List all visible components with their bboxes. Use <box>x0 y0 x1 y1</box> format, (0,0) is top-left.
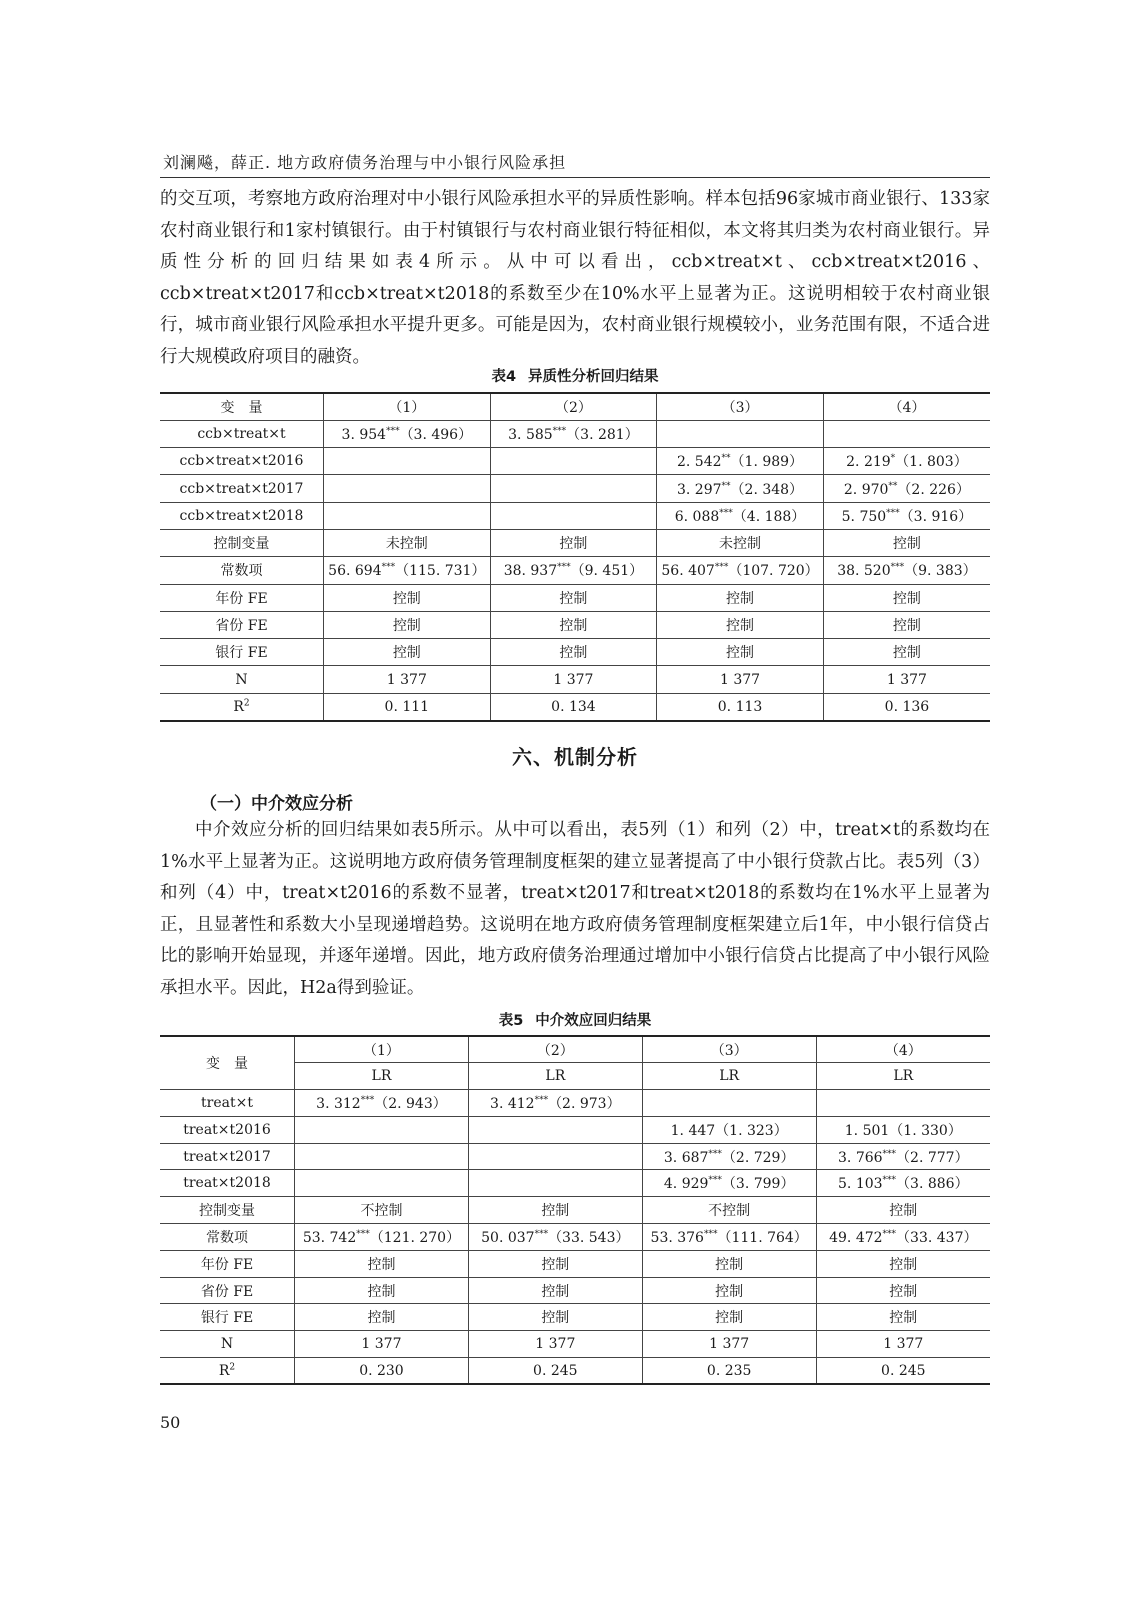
table4-header-row <box>160 393 990 420</box>
section-title: 六、机制分析 <box>512 745 638 769</box>
coefficient-value: 控制 <box>892 590 921 607</box>
table4-cell <box>324 666 491 693</box>
coefficient-value: 1 377 <box>553 671 594 688</box>
t-statistic: （2. 348） <box>730 481 804 498</box>
significance-stars: *** <box>360 1095 375 1106</box>
table4-row <box>160 611 990 638</box>
table4-row <box>160 557 990 584</box>
table5-row-label: N <box>160 1331 295 1358</box>
table4-cell <box>490 557 657 584</box>
running-header: 刘澜飚，薛正. 地方政府债务治理与中小银行风险承担 <box>163 153 567 172</box>
table5-row <box>160 1116 990 1143</box>
coefficient-value: 50. 037 <box>481 1229 535 1246</box>
coefficient-value: 控制 <box>715 1283 744 1300</box>
table4-row-label: N <box>160 666 324 693</box>
table4-cell <box>657 529 824 556</box>
table5-cell <box>295 1277 469 1304</box>
coefficient-value: 控制 <box>889 1256 918 1273</box>
table4-cell <box>324 502 491 529</box>
table4-row <box>160 448 990 475</box>
table5-cell <box>295 1331 469 1358</box>
coefficient-value: 1 377 <box>535 1336 576 1353</box>
significance-stars: *** <box>882 1175 897 1186</box>
table5-cell <box>295 1304 469 1331</box>
t-statistic: （3. 916） <box>899 508 973 525</box>
table4-cell <box>823 639 990 666</box>
coefficient-value: 4. 929 <box>663 1176 709 1193</box>
table4-cell <box>490 584 657 611</box>
coefficient-value: 3. 312 <box>316 1095 361 1112</box>
table5-column-header: （3） <box>642 1036 816 1063</box>
coefficient-value: 53. 376 <box>650 1229 704 1246</box>
table4-row-label: ccb×treat×t2017 <box>160 475 324 502</box>
coefficient-value: 38. 520 <box>837 563 891 580</box>
table5-row-label: treat×t2017 <box>160 1143 295 1170</box>
coefficient-value: 控制 <box>367 1256 396 1273</box>
table5-cell <box>468 1116 642 1143</box>
coefficient-value: 1 377 <box>709 1336 750 1353</box>
significance-stars: *** <box>534 1095 549 1106</box>
coefficient-value: 控制 <box>892 536 921 553</box>
table5-cell <box>468 1143 642 1170</box>
table5-cell <box>816 1277 990 1304</box>
table4-cell <box>324 557 491 584</box>
coefficient-value: 3. 954 <box>341 426 387 443</box>
coefficient-value: 56. 407 <box>661 563 715 580</box>
table4-header-cell: （1） <box>324 393 491 420</box>
table5-number: 表5 <box>498 1013 524 1029</box>
t-statistic: （4. 188） <box>732 508 806 525</box>
table4-cell <box>324 639 491 666</box>
coefficient-value: 控制 <box>367 1310 396 1327</box>
table4-cell <box>823 502 990 529</box>
coefficient-value: 2. 542 <box>677 454 722 471</box>
significance-stars: *** <box>386 426 400 437</box>
coefficient-value: 控制 <box>889 1283 918 1300</box>
table4-cell <box>490 693 657 720</box>
table5-var-header: 变 量 <box>160 1036 295 1090</box>
coefficient-value: 1 377 <box>883 1336 924 1353</box>
table4-cell <box>657 666 824 693</box>
table5-cell <box>468 1224 642 1251</box>
coefficient-value: 控制 <box>559 536 588 553</box>
table4-row-label: ccb×treat×t2018 <box>160 502 324 529</box>
table4-row-label: 省份 FE <box>160 611 324 638</box>
t-statistic: （3. 886） <box>896 1176 969 1193</box>
coefficient-value: 0. 245 <box>533 1362 578 1379</box>
significance-stars: *** <box>882 1229 897 1240</box>
table4-cell <box>657 502 824 529</box>
table5-cell <box>468 1331 642 1358</box>
coefficient-value: 控制 <box>726 590 755 607</box>
table4-row-label: $R^2$ <box>233 698 250 715</box>
table5-row-label: 年份 FE <box>160 1250 295 1277</box>
coefficient-value: 1 377 <box>886 671 927 688</box>
table5-row <box>160 1170 990 1197</box>
coefficient-value: 控制 <box>541 1310 570 1327</box>
t-statistic: （9. 383） <box>904 563 977 580</box>
table5-cell <box>642 1358 816 1385</box>
table5-caption <box>160 1009 990 1030</box>
table5-cell <box>816 1331 990 1358</box>
table5-cell <box>295 1197 469 1224</box>
table4-cell <box>324 475 491 502</box>
t-statistic: （1. 323） <box>715 1122 788 1139</box>
coefficient-value: 控制 <box>892 645 921 662</box>
coefficient-value: 0. 136 <box>884 698 930 715</box>
coefficient-value: 不控制 <box>708 1203 751 1220</box>
table4-row <box>160 420 990 447</box>
table5-row <box>160 1250 990 1277</box>
coefficient-value: 0. 235 <box>706 1362 752 1379</box>
coefficient-value: 控制 <box>392 618 421 635</box>
table5-subheader-cell: LR <box>295 1063 469 1090</box>
header-rule <box>160 177 990 178</box>
significance-stars: *** <box>557 562 571 573</box>
table5-cell <box>468 1358 642 1385</box>
table4-cell <box>490 529 657 556</box>
table4-row <box>160 666 990 693</box>
table5-cell <box>816 1143 990 1170</box>
table5-cell <box>816 1116 990 1143</box>
table5-cell <box>642 1277 816 1304</box>
table4-row-label: 年份 FE <box>160 584 324 611</box>
table5-row <box>160 1090 990 1117</box>
table5-cell <box>816 1250 990 1277</box>
coefficient-value: 38. 937 <box>503 563 558 580</box>
table4-cell <box>823 557 990 584</box>
table4-cell <box>657 557 824 584</box>
table5-row-label: 银行 FE <box>160 1304 295 1331</box>
table5-row-label: treat×t2018 <box>160 1170 295 1197</box>
table4-row-label: ccb×treat×t <box>160 420 324 447</box>
coefficient-value: 5. 750 <box>841 508 887 525</box>
table5-cell <box>295 1358 469 1385</box>
coefficient-value: 0. 134 <box>551 698 596 715</box>
table4-row <box>160 529 990 556</box>
t-statistic: （107. 720） <box>728 563 819 580</box>
subsection-title: （一）中介效应分析 <box>200 794 353 814</box>
coefficient-value: 控制 <box>892 618 921 635</box>
coefficient-value: 控制 <box>715 1256 744 1273</box>
table4-cell <box>324 420 491 447</box>
coefficient-value: 1 377 <box>386 671 427 688</box>
table4-cell <box>490 420 657 447</box>
table4-title: 异质性分析回归结果 <box>528 369 659 385</box>
coefficient-value: 3. 585 <box>508 426 553 443</box>
table5-column-header: （1） <box>295 1036 469 1063</box>
coefficient-value: 未控制 <box>719 536 762 553</box>
table4-cell <box>490 639 657 666</box>
coefficient-value: 3. 297 <box>677 481 722 498</box>
table4-row <box>160 693 990 720</box>
coefficient-value: 未控制 <box>385 536 428 553</box>
t-statistic: （33. 437） <box>896 1229 978 1246</box>
coefficient-value: 0. 230 <box>359 1362 404 1379</box>
significance-stars: *** <box>886 508 900 519</box>
t-statistic: （1. 989） <box>730 454 804 471</box>
coefficient-value: 控制 <box>559 590 588 607</box>
table5-cell <box>468 1277 642 1304</box>
significance-stars: ** <box>888 480 898 491</box>
table4-cell <box>657 584 824 611</box>
coefficient-value: 控制 <box>541 1203 570 1220</box>
t-statistic: （115. 731） <box>395 563 486 580</box>
table4-cell <box>823 693 990 720</box>
coefficient-value: 56. 694 <box>328 563 382 580</box>
mediation-paragraph: 中介效应分析的回归结果如表5所示。从中可以看出，表5列（1）和列（2）中，treat×t的系数均在1%水平上显著为正。这说明地方政府债务管理制度框架的建立显著提高了中小银行贷款占比。表5列（3）和列（4）中，treat×t2016的系数不显著，treat×t2017和treat×t2018的系数均在1%水平上显著为正，且显著性和系数大小呈现递增趋势。这说明在地方政府债务管理制度框架建立后1年，中小银行信贷占比的影响开始显现，并逐年递增。因此，地方政府债务治理通过增加中小银行信贷占比提高了中小银行风险承担水平。因此，H2a得到验证。 <box>160 820 990 998</box>
table4-cell <box>324 529 491 556</box>
coefficient-value: 1. 501 <box>844 1122 890 1139</box>
table4-row-label: 控制变量 <box>160 529 324 556</box>
table5-cell <box>642 1143 816 1170</box>
table4-row-label: ccb×treat×t2016 <box>160 448 324 475</box>
table4-row <box>160 639 990 666</box>
significance-stars: *** <box>703 1229 718 1240</box>
table5-column-header: （4） <box>816 1036 990 1063</box>
table4 <box>160 392 990 722</box>
coefficient-value: 控制 <box>889 1203 918 1220</box>
table5-cell <box>642 1090 816 1117</box>
table5-row <box>160 1197 990 1224</box>
table4-cell <box>823 420 990 447</box>
table4-row-label: 常数项 <box>160 557 324 584</box>
table5-cell <box>642 1304 816 1331</box>
table5-cell <box>816 1090 990 1117</box>
table5-cell <box>295 1224 469 1251</box>
table4-cell <box>823 475 990 502</box>
table5-cell <box>816 1358 990 1385</box>
table5-row-label-superscript: 2 <box>229 1362 236 1373</box>
table4-cell <box>490 666 657 693</box>
table5-row <box>160 1277 990 1304</box>
table5-cell <box>468 1250 642 1277</box>
t-statistic: （33. 543） <box>548 1229 630 1246</box>
table5-row-label: treat×t <box>160 1090 295 1117</box>
coefficient-value: 6. 088 <box>674 508 720 525</box>
coefficient-value: 1 377 <box>719 671 761 688</box>
table4-header-cell: （4） <box>823 393 990 420</box>
table4-caption <box>160 365 990 386</box>
table5-cell <box>295 1143 469 1170</box>
coefficient-value: 3. 687 <box>663 1149 709 1166</box>
table5-row-label: 控制变量 <box>160 1197 295 1224</box>
coefficient-value: 不控制 <box>360 1203 403 1220</box>
coefficient-value: 0. 245 <box>881 1362 926 1379</box>
coefficient-value: 0. 113 <box>717 698 763 715</box>
table5-cell <box>468 1304 642 1331</box>
table4-cell <box>823 448 990 475</box>
table5-cell <box>642 1170 816 1197</box>
table5-subheader-cell: LR <box>816 1063 990 1090</box>
t-statistic: （1. 803） <box>895 454 968 471</box>
table4-row <box>160 584 990 611</box>
table4-row <box>160 502 990 529</box>
t-statistic: （2. 943） <box>374 1095 447 1112</box>
table4-cell <box>490 611 657 638</box>
significance-stars: * <box>890 453 896 464</box>
coefficient-value: 53. 742 <box>302 1229 357 1246</box>
table4-cell <box>324 611 491 638</box>
table4-cell <box>823 584 990 611</box>
t-statistic: （111. 764） <box>717 1229 808 1246</box>
t-statistic: （3. 799） <box>721 1176 795 1193</box>
coefficient-value: 2. 219 <box>846 454 891 471</box>
intro-paragraph: 的交互项，考察地方政府治理对中小银行风险承担水平的异质性影响。样本包括96家城市商业银行、133家农村商业银行和1家村镇银行。由于村镇银行与农村商业银行特征相似，本文将其归类为农村商业银行。异质性分析的回归结果如表4所示。从中可以看出，ccb×treat×t、ccb×treat×t2016、ccb×treat×t2017和ccb×treat×t2018的系数至少在10%水平上显著为正。这说明相较于农村商业银行，城市商业银行风险承担水平提升更多。可能是因为，农村商业银行规模较小，业务范围有限，不适合进行大规模政府项目的融资。 <box>160 189 990 367</box>
table5-title: 中介效应回归结果 <box>535 1013 652 1029</box>
table5-cell <box>295 1090 469 1117</box>
t-statistic: （2. 729） <box>721 1149 795 1166</box>
coefficient-value: 49. 472 <box>829 1229 883 1246</box>
t-statistic: （2. 973） <box>548 1095 621 1112</box>
table5-row <box>160 1358 990 1385</box>
table5-row <box>160 1143 990 1170</box>
table4-cell <box>657 693 824 720</box>
coefficient-value: 控制 <box>889 1310 918 1327</box>
significance-stars: *** <box>381 562 396 573</box>
coefficient-value: 控制 <box>541 1283 570 1300</box>
t-statistic: （2. 226） <box>897 481 970 498</box>
table5-row-label: 省份 FE <box>160 1277 295 1304</box>
table5-cell <box>295 1250 469 1277</box>
table5-row-label: treat×t2016 <box>160 1116 295 1143</box>
table5-row <box>160 1331 990 1358</box>
significance-stars: ** <box>721 453 731 464</box>
table4-cell <box>490 448 657 475</box>
table5-subheader-cell: LR <box>642 1063 816 1090</box>
table4-header-cell: （2） <box>490 393 657 420</box>
coefficient-value: 控制 <box>715 1310 744 1327</box>
coefficient-value: 3. 412 <box>490 1095 535 1112</box>
table4-cell <box>657 611 824 638</box>
coefficient-value: 3. 766 <box>838 1149 883 1166</box>
significance-stars: *** <box>552 426 567 437</box>
page-number: 50 <box>160 1413 181 1432</box>
table5-cell <box>295 1170 469 1197</box>
table5-cell <box>468 1090 642 1117</box>
table4-cell <box>657 639 824 666</box>
coefficient-value: 1. 447 <box>670 1122 716 1139</box>
t-statistic: （1. 330） <box>889 1122 962 1139</box>
coefficient-value: 控制 <box>559 645 588 662</box>
table5-cell <box>816 1304 990 1331</box>
table5-cell <box>295 1116 469 1143</box>
coefficient-value: 控制 <box>392 590 421 607</box>
coefficient-value: 控制 <box>541 1256 570 1273</box>
table5-cell <box>642 1250 816 1277</box>
significance-stars: *** <box>534 1229 549 1240</box>
t-statistic: （3. 281） <box>566 426 639 443</box>
table5-row <box>160 1304 990 1331</box>
table5-cell <box>642 1224 816 1251</box>
significance-stars: *** <box>708 1148 722 1159</box>
table5-cell <box>816 1170 990 1197</box>
table4-cell <box>823 529 990 556</box>
t-statistic: （121. 270） <box>369 1229 461 1246</box>
coefficient-value: 控制 <box>559 618 588 635</box>
significance-stars: *** <box>719 508 733 519</box>
table5-cell <box>468 1170 642 1197</box>
table5-row <box>160 1224 990 1251</box>
table5-cell <box>642 1116 816 1143</box>
significance-stars: *** <box>882 1148 897 1159</box>
table4-cell <box>490 502 657 529</box>
table5-subheader-cell: LR <box>468 1063 642 1090</box>
significance-stars: *** <box>356 1229 370 1240</box>
coefficient-value: 控制 <box>726 645 755 662</box>
significance-stars: *** <box>890 562 905 573</box>
table4-row <box>160 475 990 502</box>
table4-header-cell: 变 量 <box>160 393 324 420</box>
coefficient-value: 2. 970 <box>843 481 889 498</box>
table4-cell <box>657 420 824 447</box>
table4-cell <box>657 448 824 475</box>
table5-cell <box>642 1197 816 1224</box>
t-statistic: （2. 777） <box>896 1149 969 1166</box>
table4-cell <box>823 611 990 638</box>
table5-cell <box>816 1197 990 1224</box>
table5-header-row <box>160 1036 990 1063</box>
table4-row-label-superscript: 2 <box>243 698 250 708</box>
table5-cell <box>642 1331 816 1358</box>
table4-cell <box>823 666 990 693</box>
table5-cell <box>816 1224 990 1251</box>
coefficient-value: 5. 103 <box>838 1176 883 1193</box>
table5-column-header: （2） <box>468 1036 642 1063</box>
table4-cell <box>324 584 491 611</box>
table4-number: 表4 <box>491 369 517 385</box>
table4-cell <box>324 448 491 475</box>
significance-stars: *** <box>714 562 729 573</box>
table4-cell <box>657 475 824 502</box>
table4-header-cell: （3） <box>657 393 824 420</box>
table4-row-label: 银行 FE <box>160 639 324 666</box>
coefficient-value: 0. 111 <box>384 698 430 715</box>
coefficient-value: 控制 <box>367 1283 396 1300</box>
t-statistic: （9. 451） <box>570 563 644 580</box>
coefficient-value: 1 377 <box>361 1336 402 1353</box>
coefficient-value: 控制 <box>726 618 755 635</box>
t-statistic: （3. 496） <box>399 426 473 443</box>
table4-cell <box>324 693 491 720</box>
coefficient-value: 控制 <box>392 645 421 662</box>
table5-row-label: 常数项 <box>160 1224 295 1251</box>
significance-stars: *** <box>708 1175 722 1186</box>
table5-row-label: $R^2$ <box>218 1362 236 1379</box>
table5 <box>160 1035 990 1385</box>
table5-cell <box>468 1197 642 1224</box>
table4-cell <box>490 475 657 502</box>
significance-stars: ** <box>721 480 731 491</box>
